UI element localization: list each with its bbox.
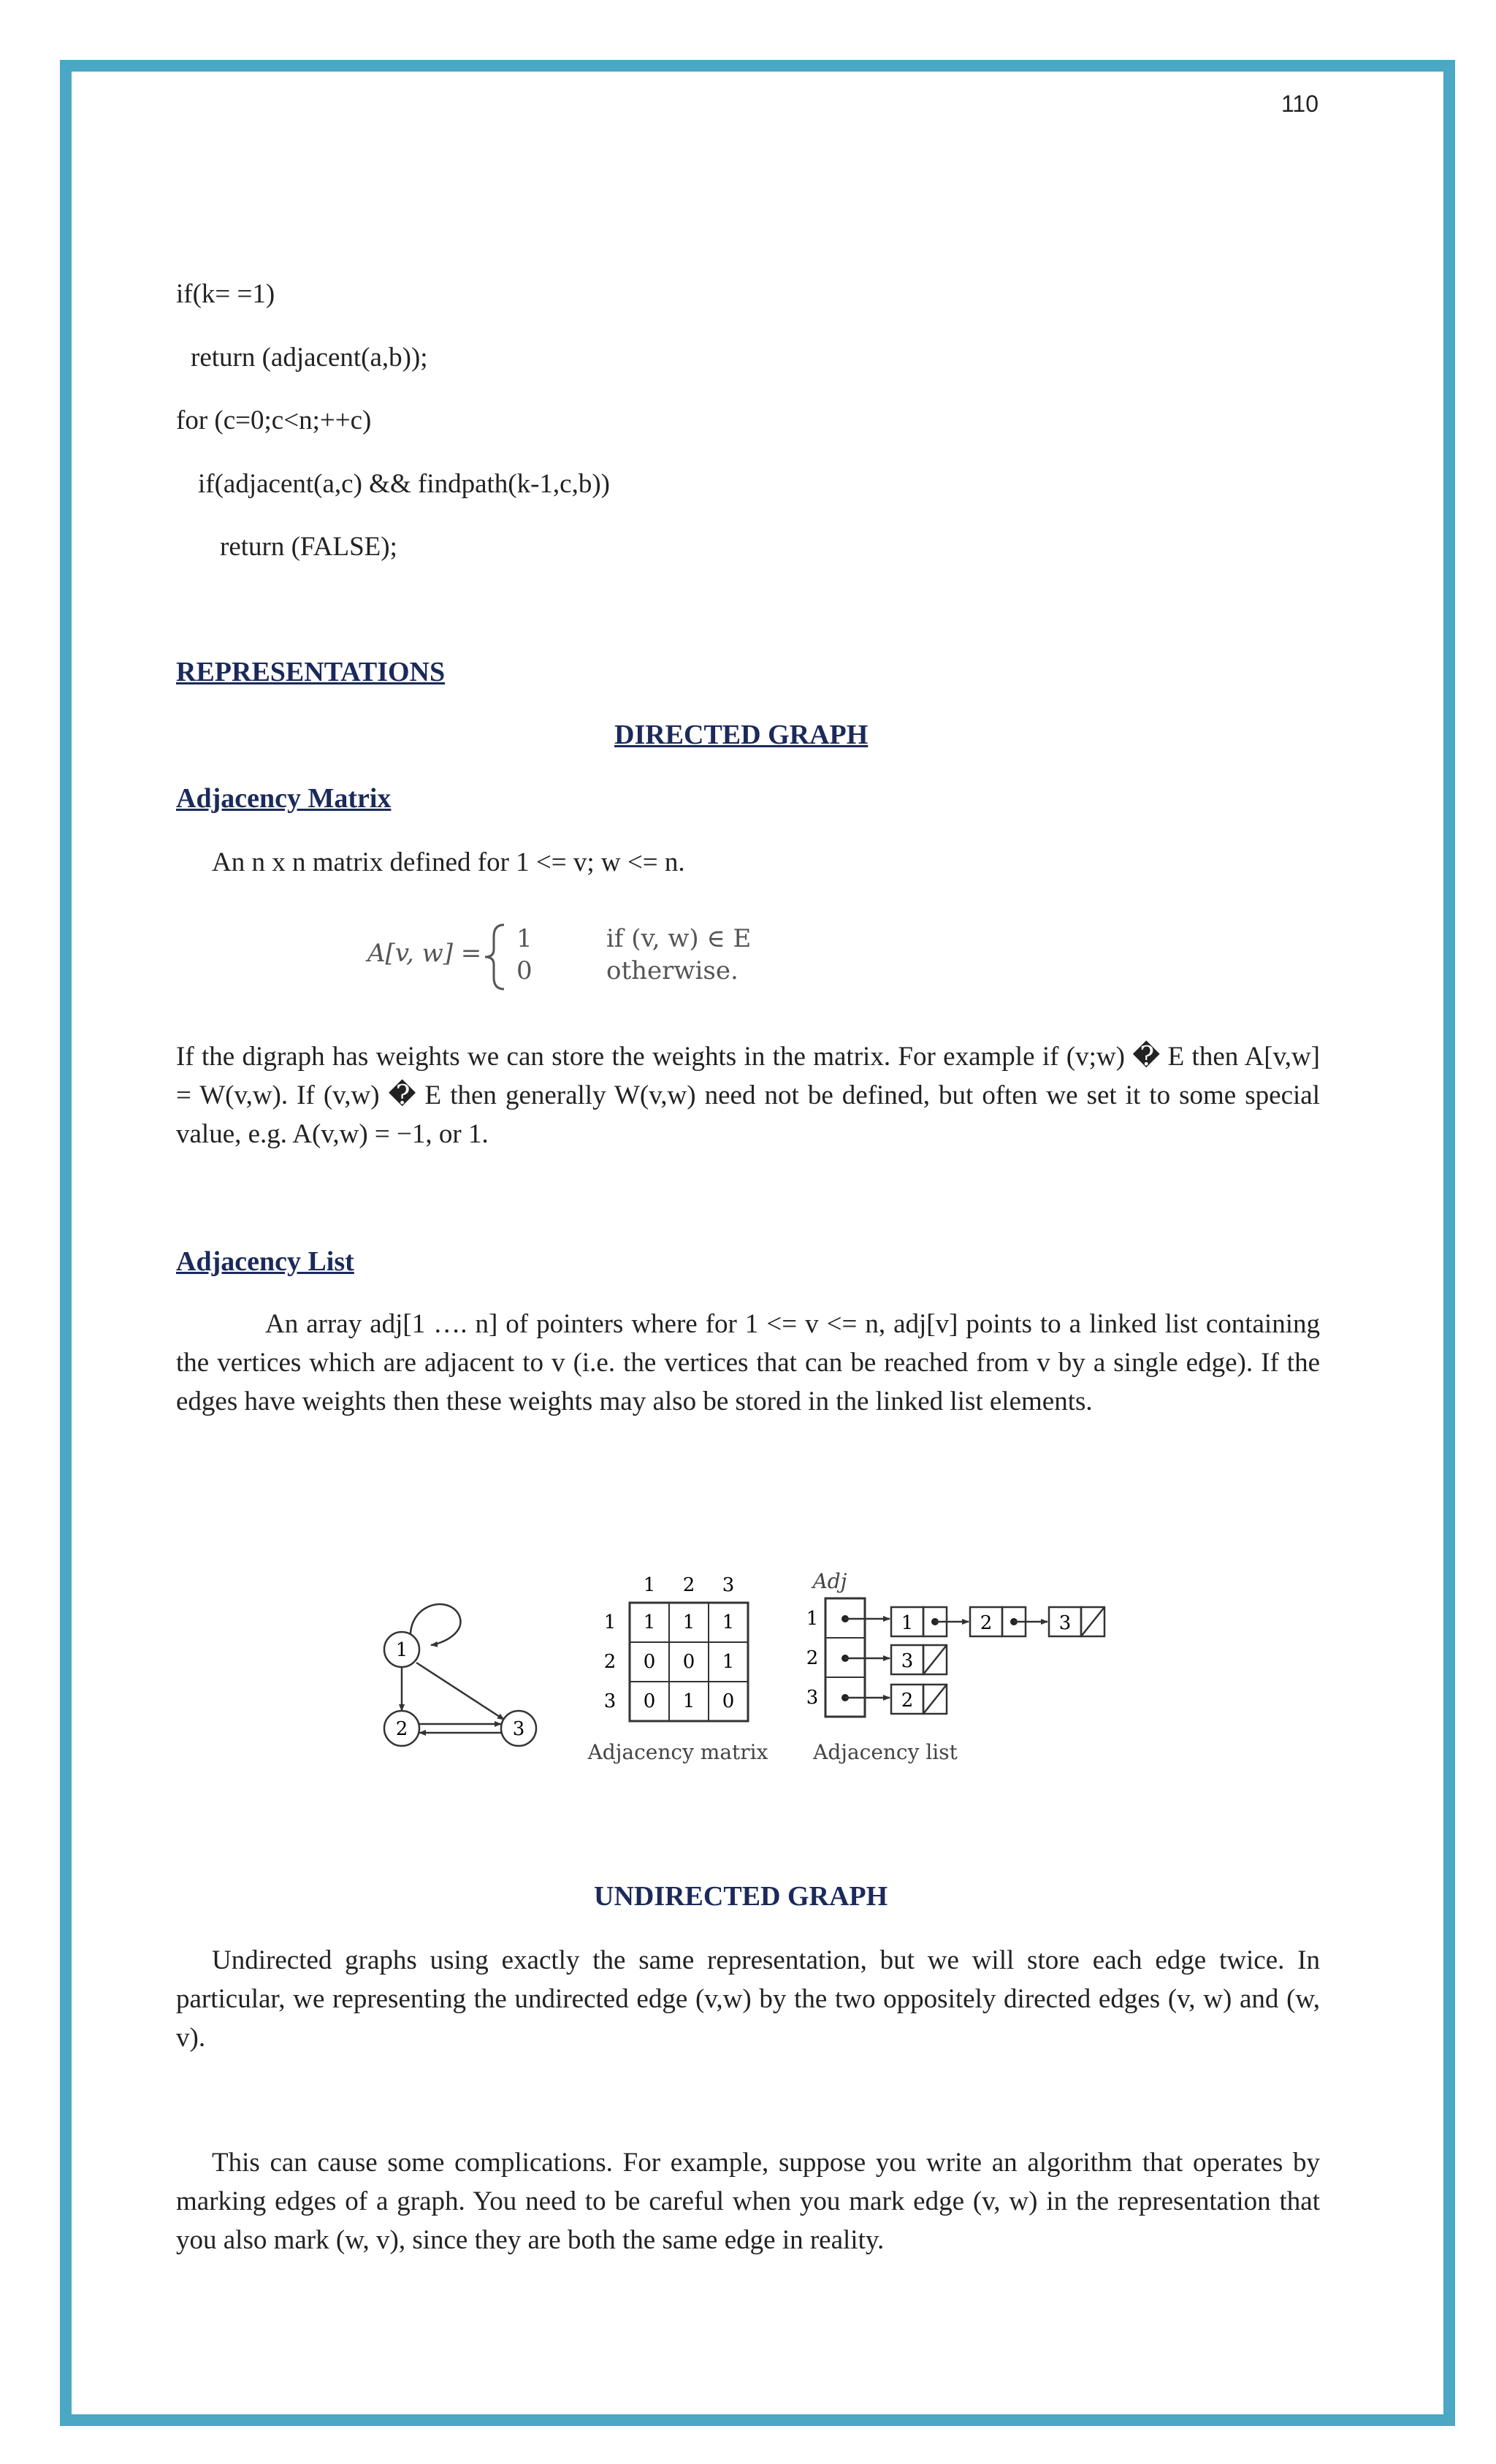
matrix-cell: 1 [722, 1651, 735, 1673]
matrix-cell: 1 [682, 1690, 695, 1712]
matrix-cell: 0 [722, 1690, 735, 1712]
code-line-2: return (adjacent(a,b)); [191, 343, 428, 373]
code-line-5: return (FALSE); [220, 532, 397, 562]
list-node: 2 [980, 1612, 993, 1634]
list-paragraph: An array adj[1 …. n] of pointers where for 1 <= v <= n, adj[v] points to a linked list containing the vertices which are adjacent to v (i.e. the vertices that can be reached from v by a single edge). If the edges have weights then these weights may also be stored in the linked list elements. [176, 1309, 1320, 1416]
formula-case1-condition: if (v, w) ∈ E [606, 924, 752, 953]
matrix-cell: 1 [722, 1611, 735, 1633]
heading-undirected-graph: UNDIRECTED GRAPH [594, 1881, 888, 1912]
matrix-intro: An n x n matrix defined for 1 <= v; w <= n. [212, 847, 685, 877]
page-number: 110 [1281, 91, 1319, 117]
matrix-cell: 0 [682, 1651, 695, 1673]
matrix-row-header-1: 1 [603, 1611, 617, 1633]
list-caption: Adjacency list [813, 1740, 958, 1764]
heading-directed-graph: DIRECTED GRAPH [614, 720, 869, 750]
heading-representations: REPRESENTATIONS [176, 657, 446, 687]
code-line-4: if(adjacent(a,c) && findpath(k-1,c,b)) [198, 469, 610, 499]
weights-paragraph: If the digraph has weights we can store the weights in the matrix. For example if (v;w) � E then A[v,w] = W(v,w). If (v,w) � E then generally W(v,w) need not be defined, but often we set it to some special value, e.g. A(v,w) = −1, or 1. [176, 1042, 1320, 1149]
directed-graph-drawing [384, 1604, 536, 1746]
heading-adjacency-matrix: Adjacency Matrix [176, 783, 392, 814]
list-node: 1 [901, 1612, 914, 1634]
matrix-row-header-3: 3 [603, 1690, 617, 1712]
matrix-row-header-2: 2 [603, 1651, 617, 1673]
matrix-cell: 0 [643, 1651, 656, 1673]
list-node: 2 [901, 1690, 914, 1712]
matrix-cell: 0 [643, 1690, 656, 1712]
graph-vertex-2: 2 [395, 1718, 408, 1740]
list-title: Adj [812, 1569, 847, 1593]
adjacency-matrix-drawing [587, 1574, 768, 1764]
code-line-1: if(k= =1) [176, 279, 275, 309]
formula-case1-value: 1 [516, 924, 533, 953]
graph-vertex-3: 3 [512, 1718, 525, 1740]
formula-case0-value: 0 [516, 956, 533, 985]
formula-case0-condition: otherwise. [606, 956, 739, 985]
undirected-paragraph-2: This can cause some complications. For example, suppose you write an algorithm that operates by marking edges of a graph. You need to be careful when you mark edge (v, w) in the representation that you also mark (w, v), since they are both the same edge in reality. [176, 2148, 1320, 2255]
list-node: 3 [901, 1650, 914, 1672]
list-node: 3 [1058, 1612, 1072, 1634]
graph-representation-figure [365, 1563, 1125, 1782]
graph-vertex-1: 1 [395, 1639, 408, 1661]
formula-lhs: A[v, w] = [367, 939, 482, 968]
matrix-col-header-1: 1 [643, 1574, 656, 1596]
formula-brace [482, 922, 508, 992]
matrix-cell: 1 [643, 1611, 656, 1633]
matrix-col-header-2: 2 [682, 1574, 695, 1596]
matrix-caption: Adjacency matrix [587, 1740, 768, 1764]
adjacency-list-drawing [806, 1569, 1104, 1764]
list-row-header-1: 1 [806, 1608, 819, 1630]
heading-adjacency-list: Adjacency List [176, 1246, 354, 1277]
list-row-header-3: 3 [806, 1687, 819, 1709]
undirected-paragraph-1: Undirected graphs using exactly the same representation, but we will store each edge twice. In particular, we representing the undirected edge (v,w) by the two oppositely directed edges (v, w) and (w, v). [176, 1945, 1320, 2053]
code-line-3: for (c=0;c<n;++c) [176, 405, 372, 435]
list-row-header-2: 2 [806, 1647, 819, 1669]
matrix-cell: 1 [682, 1611, 695, 1633]
matrix-col-header-3: 3 [722, 1574, 735, 1596]
